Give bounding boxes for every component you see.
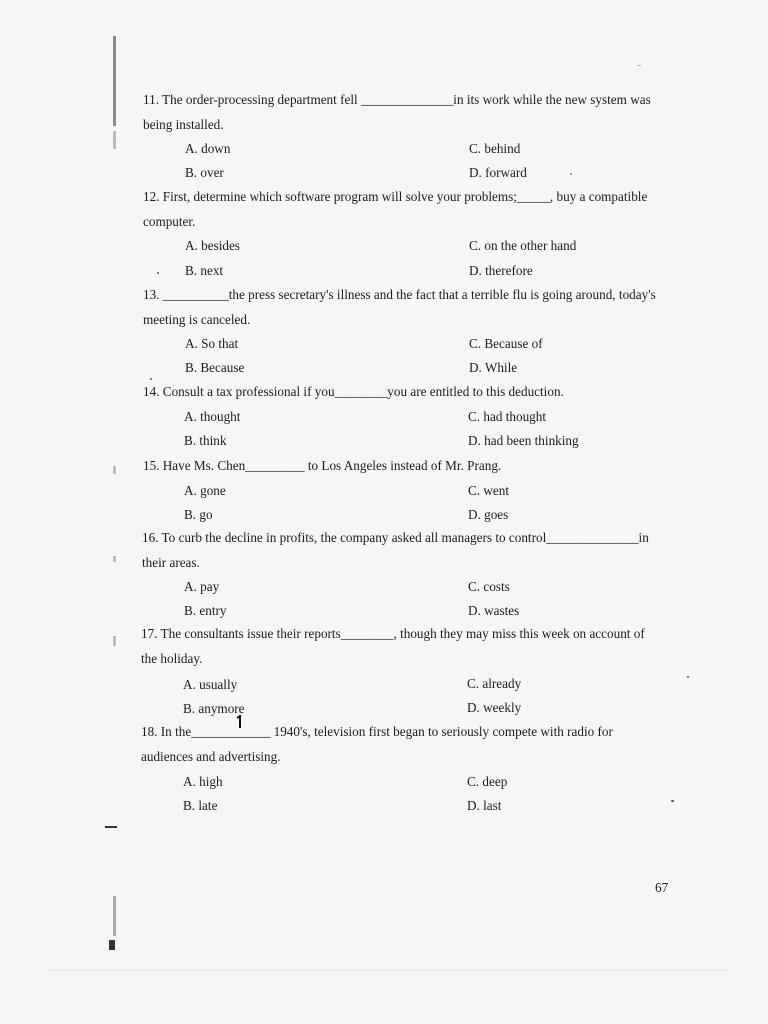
question-13 bbox=[143, 283, 673, 332]
question-18-option-a: A. high bbox=[183, 774, 223, 789]
question-12-option-b: B. next bbox=[185, 263, 224, 278]
question-11-option-d: D. forward bbox=[469, 165, 527, 180]
question-17-option-b: B. anymore bbox=[183, 701, 245, 716]
question-13-line-1: 13. __________the press secretary's illness and the fact that a terrible flu is going around, today's bbox=[143, 287, 656, 302]
question-12 bbox=[143, 185, 673, 234]
question-13-option-b: B. Because bbox=[185, 360, 245, 375]
question-14-option-b: B. think bbox=[184, 433, 227, 448]
question-13-line-2: meeting is canceled. bbox=[143, 311, 251, 327]
question-17-option-a: A. usually bbox=[183, 677, 238, 692]
question-11-option-c: C. behind bbox=[469, 141, 521, 156]
scan-speck bbox=[150, 378, 152, 380]
question-16-option-d: D. wastes bbox=[468, 603, 520, 618]
question-17-line-1: 17. The consultants issue their reports________, though they may miss this week on account of bbox=[141, 626, 645, 641]
question-12-line-1: 12. First, determine which software program will solve your problems;_____, buy a compatible bbox=[143, 189, 648, 204]
question-13-option-a: A. So that bbox=[185, 336, 239, 351]
question-12-line-2: computer. bbox=[143, 213, 196, 229]
question-17-option-d: D. weekly bbox=[467, 700, 522, 715]
question-17 bbox=[141, 622, 671, 671]
question-14-option-a: A. thought bbox=[184, 409, 241, 424]
binding-edge bbox=[113, 36, 117, 956]
question-14 bbox=[143, 380, 673, 405]
question-18-line-1: 18. In the____________ 1940's, television first began to seriously compete with radio for bbox=[141, 724, 613, 739]
question-11-line-1: 11. The order-processing department fell ______________in its work while the new system was bbox=[143, 92, 651, 107]
question-16 bbox=[142, 526, 672, 575]
question-16-line-2: their areas. bbox=[142, 554, 200, 570]
pen-mark bbox=[235, 715, 245, 731]
question-15-option-c: C. went bbox=[468, 483, 510, 498]
question-16-line-1: 16. To curb the decline in profits, the company asked all managers to control______________in bbox=[142, 530, 649, 545]
question-17-option-c: C. already bbox=[467, 676, 522, 691]
question-15 bbox=[143, 454, 673, 479]
question-16-option-c: C. costs bbox=[468, 579, 510, 594]
question-14-option-c: C. had thought bbox=[468, 409, 547, 424]
page-number: 67 bbox=[655, 880, 669, 895]
question-18-option-b: B. late bbox=[183, 798, 218, 813]
question-15-option-a: A. gone bbox=[184, 483, 226, 498]
question-18-option-c: C. deep bbox=[467, 774, 508, 789]
question-16-option-b: B. entry bbox=[184, 603, 227, 618]
question-17-line-2: the holiday. bbox=[141, 650, 203, 666]
question-12-option-d: D. therefore bbox=[469, 263, 533, 278]
question-14-option-d: D. had been thinking bbox=[468, 433, 579, 448]
question-16-option-a: A. pay bbox=[184, 579, 220, 594]
question-11-line-2: being installed. bbox=[143, 116, 224, 132]
scan-speck bbox=[570, 173, 572, 175]
question-15-option-d: D. goes bbox=[468, 507, 509, 522]
question-15-line-1: 15. Have Ms. Chen_________ to Los Angeles instead of Mr. Prang. bbox=[143, 458, 502, 473]
scan-speck bbox=[687, 676, 689, 678]
question-13-option-d: D. While bbox=[469, 360, 518, 375]
question-11-option-a: A. down bbox=[185, 141, 231, 156]
paper-edge bbox=[48, 970, 728, 971]
question-14-line-1: 14. Consult a tax professional if you________you are entitled to this deduction. bbox=[143, 384, 564, 399]
question-13-option-c: C. Because of bbox=[469, 336, 543, 351]
scan-speck bbox=[157, 272, 159, 274]
scan-speck bbox=[638, 65, 641, 66]
question-15-option-b: B. go bbox=[184, 507, 213, 522]
question-11 bbox=[143, 88, 673, 137]
question-18 bbox=[141, 720, 671, 769]
question-18-line-2: audiences and advertising. bbox=[141, 748, 281, 764]
question-18-option-d: D. last bbox=[467, 798, 502, 813]
question-12-option-c: C. on the other hand bbox=[469, 238, 577, 253]
question-12-option-a: A. besides bbox=[185, 238, 240, 253]
question-11-option-b: B. over bbox=[185, 165, 224, 180]
scan-speck bbox=[671, 800, 674, 802]
